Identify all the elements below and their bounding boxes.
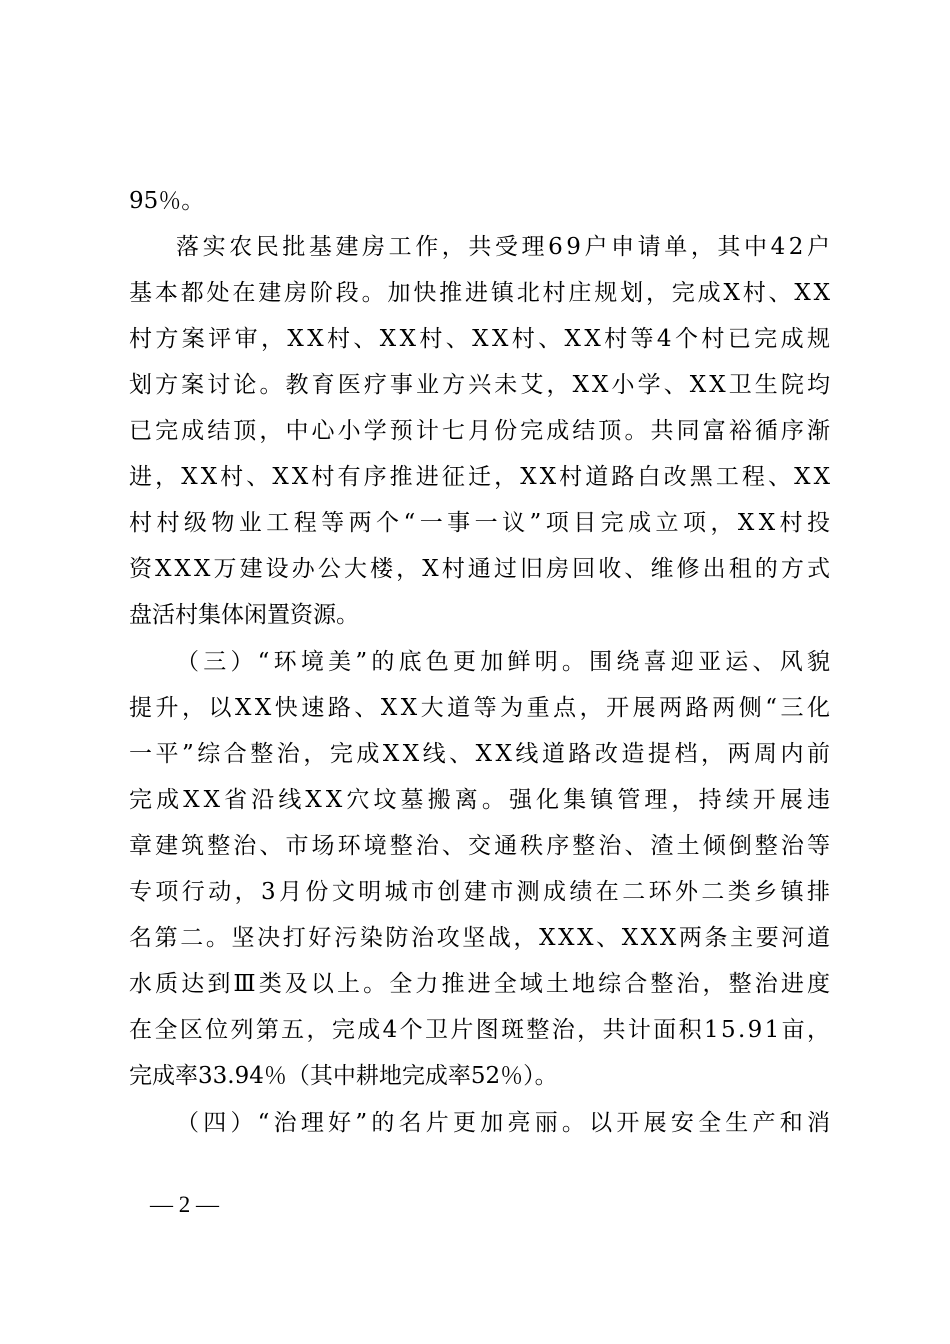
line-text: 一平”综合整治，完成XX线、XX线道路改造提档，两周内前	[129, 741, 834, 767]
text-line	[0, 508, 950, 538]
line-text: 已完成结顶，中心小学预计七月份完成结顶。共同富裕循序渐	[129, 418, 834, 444]
line-text: 水质达到Ⅲ类及以上。全力推进全域土地综合整治，整治进度	[129, 971, 834, 997]
line-text: 资XXX万建设办公大楼，X村通过旧房回收、维修出租的方式	[129, 556, 834, 582]
line-text: 完成率33.94％（其中耕地完成率52％）。	[129, 1063, 558, 1089]
text-line	[0, 600, 950, 630]
line-text: 名第二。坚决打好污染防治攻坚战，XXX、XXX两条主要河道	[129, 925, 833, 951]
text-line	[0, 462, 950, 492]
line-text: 章建筑整治、市场环境整治、交通秩序整治、渣土倾倒整治等	[129, 833, 834, 859]
line-text: 完成XX省沿线XX穴坟墓搬离。强化集镇管理，持续开展违	[129, 787, 835, 813]
text-line	[0, 647, 950, 677]
page-number: — 2 —	[150, 1192, 219, 1217]
text-line	[0, 1015, 950, 1045]
text-line	[0, 186, 950, 216]
text-line	[0, 923, 950, 953]
line-text: 提升，以XX快速路、XX大道等为重点，开展两路两侧“三化	[129, 695, 834, 721]
text-line	[0, 739, 950, 769]
text-line	[0, 877, 950, 907]
text-line	[0, 1061, 950, 1091]
line-text: 划方案讨论。教育医疗事业方兴未艾，XX小学、XX卫生院均	[129, 372, 834, 398]
text-line	[0, 969, 950, 999]
text-line	[0, 416, 950, 446]
text-line	[0, 232, 950, 262]
line-text: 在全区位列第五，完成4个卫片图斑整治，共计面积15.91亩，	[129, 1017, 833, 1043]
line-text: 进，XX村、XX村有序推进征迁，XX村道路白改黑工程、XX	[129, 464, 834, 490]
line-text: 盘活村集体闲置资源。	[129, 602, 359, 628]
line-text: 落实农民批基建房工作，共受理69户申请单，其中42户	[176, 234, 834, 260]
line-text: 村方案评审，XX村、XX村、XX村、XX村等4个村已完成规	[129, 326, 834, 352]
text-line	[0, 324, 950, 354]
text-line	[0, 693, 950, 723]
line-text: 基本都处在建房阶段。加快推进镇北村庄规划，完成X村、XX	[129, 280, 833, 306]
line-text: （三）“环境美”的底色更加鲜明。围绕喜迎亚运、风貌	[176, 649, 835, 675]
text-line	[0, 785, 950, 815]
text-line	[0, 831, 950, 861]
line-text: 村村级物业工程等两个“一事一议”项目完成立项，XX村投	[129, 510, 835, 536]
text-line	[0, 1108, 950, 1138]
line-text: 专项行动，3月份文明城市创建市测成绩在二环外二类乡镇排	[129, 879, 834, 905]
text-line	[0, 370, 950, 400]
line-text: 95％。	[129, 188, 205, 214]
text-line	[0, 278, 950, 308]
line-text: （四）“治理好”的名片更加亮丽。以开展安全生产和消	[176, 1110, 835, 1136]
text-line	[0, 554, 950, 584]
